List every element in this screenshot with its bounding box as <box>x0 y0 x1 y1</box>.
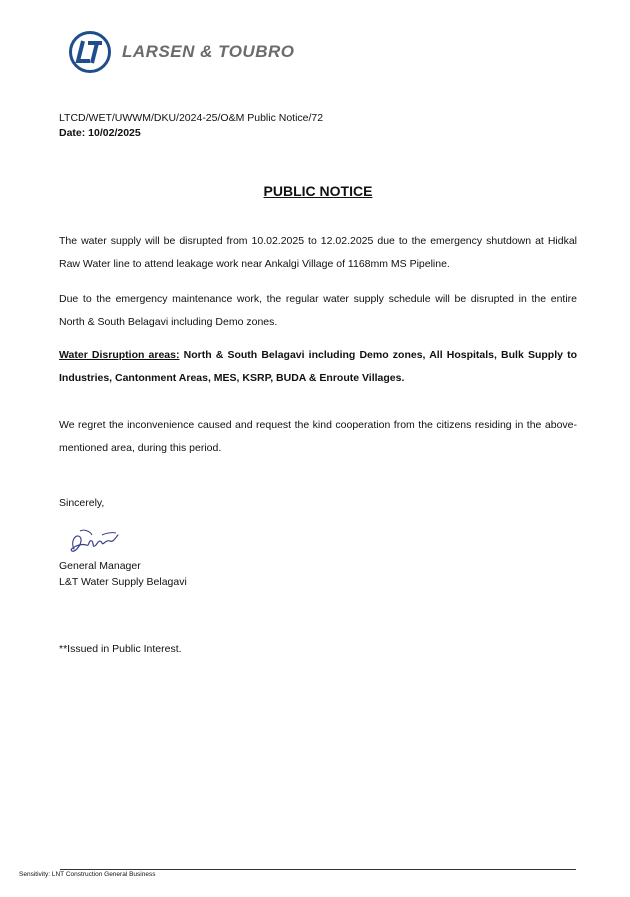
notice-title: PUBLIC NOTICE <box>263 183 373 199</box>
company-logo <box>68 30 294 74</box>
paragraph-maintenance: Due to the emergency maintenance work, the regular water supply schedule will be disrupted in the entire North & South Belagavi including Demo zones. <box>59 293 577 328</box>
lt-logo-icon <box>68 30 112 74</box>
reference-number: LTCD/WET/UWWM/DKU/2024-25/O&M Public Notice/72 <box>59 112 324 124</box>
sensitivity-label: Sensitivity: LNT Construction General Business <box>19 871 156 878</box>
paragraph-disruption <box>59 230 577 276</box>
signatory-organization: L&T Water Supply Belagavi <box>59 576 187 588</box>
footer-divider <box>60 869 576 870</box>
signatory-block <box>59 558 187 590</box>
disruption-areas-text: North & South Belagavi including Demo zones, All Hospitals, Bulk Supply to Industries, Cantonment Areas, MES, KSRP, BUDA & Enroute Villages. <box>59 349 577 384</box>
signatory-designation: General Manager <box>59 560 141 572</box>
issued-note: **Issued in Public Interest. <box>59 643 182 655</box>
disruption-areas-label: Water Disruption areas: <box>59 349 180 361</box>
paragraph-disruption-areas <box>59 344 577 390</box>
signature-image <box>66 527 122 557</box>
paragraph-disruption-text: The water supply will be disrupted from 10.02.2025 to 12.02.2025 due to the emergency shutdown at Hidkal Raw Water line to attend leakage work near Ankalgi Village of 1168mm MS Pipeline. <box>59 235 577 270</box>
brand-name: LARSEN & TOUBRO <box>122 42 295 61</box>
notice-date: Date: 10/02/2025 <box>59 127 141 139</box>
paragraph-apology: We regret the inconvenience caused and request the kind cooperation from the citizens residing in the above-mentioned area, during this period. <box>59 419 577 454</box>
salutation: Sincerely, <box>59 497 105 509</box>
